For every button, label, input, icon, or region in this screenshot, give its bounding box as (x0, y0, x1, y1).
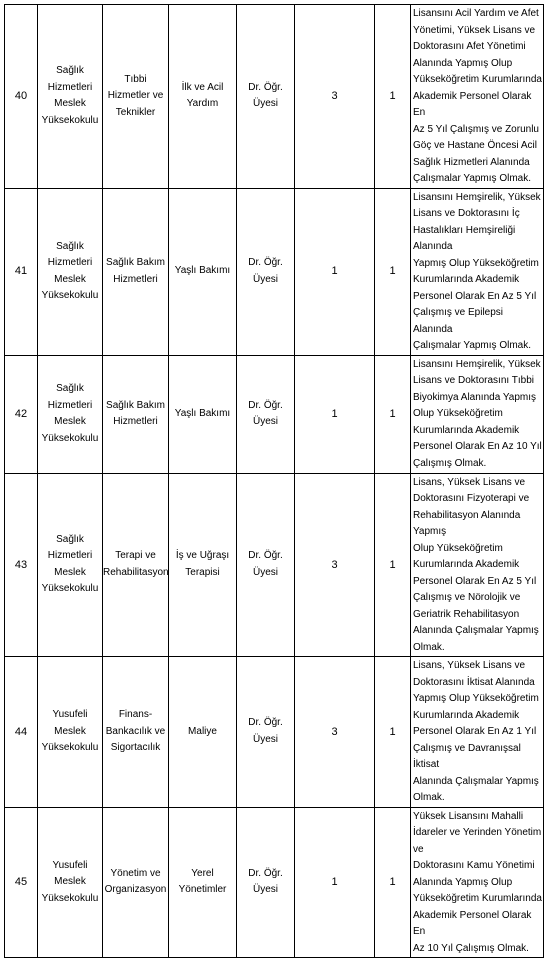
count-cell-2: 1 (375, 657, 411, 808)
row-number: 43 (5, 473, 38, 657)
program-cell: İlk ve Acil Yardım (169, 5, 237, 189)
unit-cell: Sağlık Hizmetleri Meslek Yüksekokulu (38, 473, 103, 657)
requirement-cell: Lisansını Hemşirelik, Yüksek Lisans ve Doktorasını Tıbbi Biyokimya Alanında Yapmış Olup Yükseköğretim Kurumlarında Akademik Personel Olarak En Az 10 Yıl Çalışmış Olmak. (411, 355, 544, 473)
title-cell: Dr. Öğr. Üyesi (237, 188, 295, 355)
department-cell: Finans- Bankacılık ve Sigortacılık (103, 657, 169, 808)
table-body (5, 5, 544, 958)
table-row (5, 5, 544, 189)
title-cell: Dr. Öğr. Üyesi (237, 473, 295, 657)
requirement-cell: Lisans, Yüksek Lisans ve Doktorasını Fizyoterapi ve Rehabilitasyon Alanında Yapmış Olup Yükseköğretim Kurumlarında Akademik Personel Olarak En Az 5 Yıl Çalışmış ve Nörolojik ve Geriatrik Rehabilitasyon Alanında Çalışmalar Yapmış Olmak. (411, 473, 544, 657)
unit-cell: Sağlık Hizmetleri Meslek Yüksekokulu (38, 355, 103, 473)
table-row (5, 807, 544, 958)
row-number: 44 (5, 657, 38, 808)
requirement-cell: Lisans, Yüksek Lisans ve Doktorasını İktisat Alanında Yapmış Olup Yükseköğretim Kurumlarında Akademik Personel Olarak En Az 1 Yıl Çalışmış ve Davranışsal İktisat Alanında Çalışmalar Yapmış Olmak. (411, 657, 544, 808)
title-cell: Dr. Öğr. Üyesi (237, 807, 295, 958)
count-cell-2: 1 (375, 473, 411, 657)
count-cell-2: 1 (375, 188, 411, 355)
unit-cell: Sağlık Hizmetleri Meslek Yüksekokulu (38, 188, 103, 355)
department-cell: Yönetim ve Organizasyon (103, 807, 169, 958)
table-row (5, 657, 544, 808)
title-cell: Dr. Öğr. Üyesi (237, 355, 295, 473)
title-cell: Dr. Öğr. Üyesi (237, 5, 295, 189)
table-row (5, 188, 544, 355)
row-number: 45 (5, 807, 38, 958)
department-cell: Sağlık Bakım Hizmetleri (103, 188, 169, 355)
count-cell: 3 (295, 473, 375, 657)
requirement-cell: Lisansını Acil Yardım ve Afet Yönetimi, Yüksek Lisans ve Doktorasını Afet Yönetimi Alanında Yapmış Olup Yükseköğretim Kurumlarında Akademik Personel Olarak En Az 5 Yıl Çalışmış ve Zorunlu Göç ve Hastane Öncesi Acil Sağlık Hizmetleri Alanında Çalışmalar Yapmış Olmak. (411, 5, 544, 189)
unit-cell: Yusufeli Meslek Yüksekokulu (38, 657, 103, 808)
department-cell: Sağlık Bakım Hizmetleri (103, 355, 169, 473)
program-cell: Yaşlı Bakımı (169, 188, 237, 355)
count-cell: 1 (295, 355, 375, 473)
department-cell: Tıbbi Hizmetler ve Teknikler (103, 5, 169, 189)
table-row (5, 355, 544, 473)
count-cell: 3 (295, 657, 375, 808)
row-number: 40 (5, 5, 38, 189)
count-cell-2: 1 (375, 5, 411, 189)
count-cell-2: 1 (375, 355, 411, 473)
count-cell: 3 (295, 5, 375, 189)
row-number: 41 (5, 188, 38, 355)
count-cell: 1 (295, 807, 375, 958)
program-cell: Maliye (169, 657, 237, 808)
table-row (5, 473, 544, 657)
positions-table (4, 4, 544, 958)
program-cell: Yerel Yönetimler (169, 807, 237, 958)
unit-cell: Yusufeli Meslek Yüksekokulu (38, 807, 103, 958)
department-cell: Terapi ve Rehabilitasyon (103, 473, 169, 657)
count-cell: 1 (295, 188, 375, 355)
unit-cell: Sağlık Hizmetleri Meslek Yüksekokulu (38, 5, 103, 189)
row-number: 42 (5, 355, 38, 473)
requirement-cell: Lisansını Hemşirelik, Yüksek Lisans ve Doktorasını İç Hastalıkları Hemşireliği Alanında Yapmış Olup Yükseköğretim Kurumlarında Akademik Personel Olarak En Az 5 Yıl Çalışmış ve Epilepsi Alanında Çalışmalar Yapmış Olmak. (411, 188, 544, 355)
program-cell: İş ve Uğraşı Terapisi (169, 473, 237, 657)
title-cell: Dr. Öğr. Üyesi (237, 657, 295, 808)
program-cell: Yaşlı Bakımı (169, 355, 237, 473)
count-cell-2: 1 (375, 807, 411, 958)
requirement-cell: Yüksek Lisansını Mahalli İdareler ve Yerinden Yönetim ve Doktorasını Kamu Yönetimi Alanında Yapmış Olup Yükseköğretim Kurumlarında Akademik Personel Olarak En Az 10 Yıl Çalışmış Olmak. (411, 807, 544, 958)
